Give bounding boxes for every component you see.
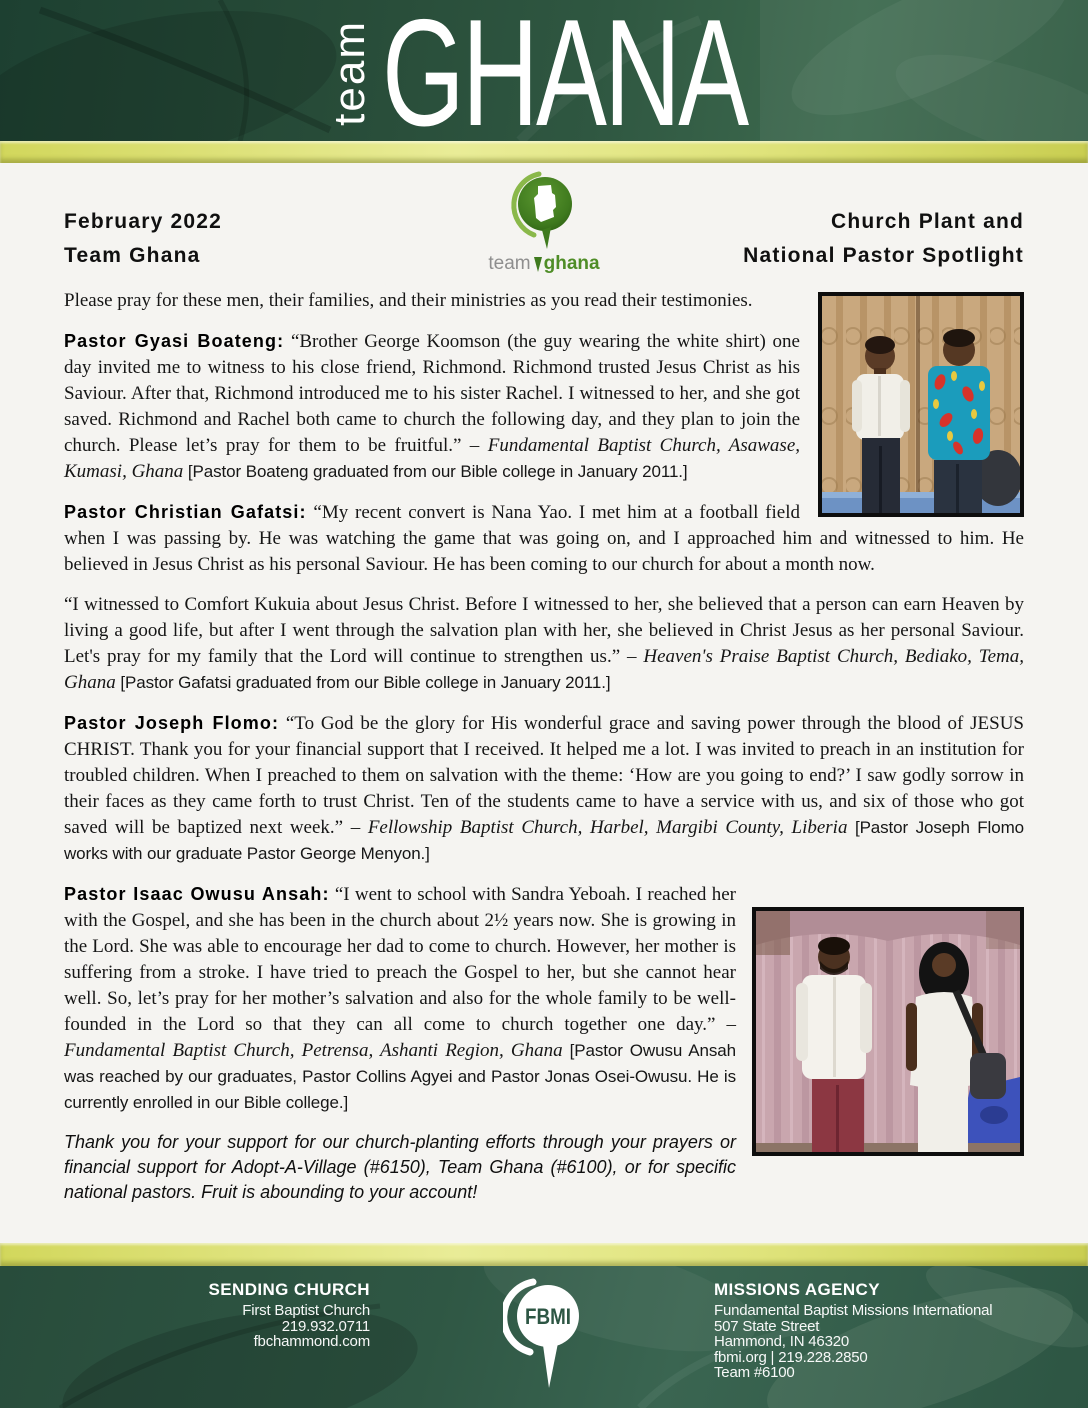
spotlight-title-block — [743, 205, 1024, 273]
testimony-flomo — [64, 710, 1024, 867]
pastor-name: Pastor Christian Gafatsi: — [64, 502, 307, 522]
team-name: Team Ghana — [64, 244, 201, 267]
pastor-name: Pastor Isaac Owusu Ansah: — [64, 884, 330, 904]
fbmi-logo — [503, 1276, 585, 1401]
newsletter-body — [0, 163, 1088, 1243]
team-ghana-wordmark — [479, 254, 609, 273]
intro-paragraph: Please pray for these men, their families, and their ministries as you read their testimonies. — [64, 290, 753, 311]
church-name: Fundamental Baptist Church, Asawase, Kumasi, Ghana — [64, 435, 801, 482]
spotlight-line1: Church Plant and — [830, 210, 1024, 233]
pastors-photo-owusu-ansah — [752, 907, 1024, 1156]
top-yellow-stripe — [0, 141, 1088, 163]
fbmi-logo-icon — [503, 1276, 585, 1396]
issue-date-block — [64, 205, 222, 273]
sending-church-website: fbchammond.com — [253, 1333, 370, 1350]
fbmi-logo-text: FBMI — [525, 1304, 571, 1329]
testimony-text: “Brother George Koomson (the guy wearing the white shirt) one day invited me to witness to his close friend, Richmond. Richmond trusted Jesus Christ as his Saviour. After that, Richmond introduced me to his sister Rachel. I witnessed to her, and she got saved. Richmond and Rachel both came to church the following day, and they plan to join the church. Please let’s pray for them to be fruitful.” – — [64, 331, 800, 456]
testimony-text: “My recent convert is Nana Yao. I met him at a football field when I was passing by. He was watching the game that was going on, and I approached him and witnessed to him. He believed in Jesus Christ as his personal Saviour. He has been coming to our church for about a month now. — [64, 502, 1024, 575]
issue-date: February 2022 — [64, 210, 223, 233]
testimony-text: “I witnessed to Comfort Kukuia about Jesus Christ. Before I witnessed to her, she believed that a person can earn Heaven by living a good life, but after I went through the salvation plan with her, she believed in Christ Jesus as her personal Saviour. Let's pray for my family that the Lord will continue to strengthen us.” – — [64, 594, 1024, 667]
header-banner — [0, 0, 1088, 141]
missions-agency-team-number: Team #6100 — [714, 1364, 795, 1381]
church-name: Fundamental Baptist Church, Petrensa, Ashanti Region, Ghana — [64, 1040, 563, 1061]
support-appeal: Thank you for your support for our church-planting efforts through your prayers or financial support for Adopt-A-Village (#6150), Team Ghana (#6100), or for specific national pastors. Fruit is abounding to your account! — [64, 1132, 736, 1202]
editor-note: [Pastor Joseph Flomo works with our graduate Pastor George Menyon.] — [64, 818, 1025, 863]
sending-church-phone: 219.932.0711 — [281, 1317, 370, 1335]
header-title: GHANA — [382, 0, 747, 141]
photo-couple-illustration — [756, 911, 1020, 1152]
footer — [0, 1266, 1088, 1408]
missions-agency-contact: fbmi.org | 219.228.2850 — [714, 1348, 868, 1366]
sending-church-block — [0, 1280, 370, 1350]
testimony-isaac — [64, 881, 1024, 1116]
masthead — [64, 163, 1024, 288]
missions-agency-name: Fundamental Baptist Missions International — [714, 1302, 993, 1319]
team-ghana-logo-icon — [505, 171, 583, 251]
sending-church-name: First Baptist Church — [242, 1302, 370, 1319]
bottom-yellow-stripe — [0, 1243, 1088, 1266]
header-vertical-team — [325, 12, 374, 134]
header-vertical-team-text: team — [325, 20, 374, 126]
wordmark-ghana: ghana — [543, 253, 600, 274]
team-ghana-logo — [479, 171, 609, 273]
editor-note: [Pastor Boateng graduated from our Bible college in January 2011.] — [183, 462, 688, 481]
photo-two-men-illustration — [822, 296, 1020, 513]
missions-agency-city: Hammond, IN 46320 — [714, 1333, 850, 1350]
sending-church-title: SENDING CHURCH — [208, 1280, 370, 1299]
spotlight-line2: National Pastor Spotlight — [743, 244, 1024, 267]
wordmark-team: team — [488, 253, 531, 274]
missions-agency-block — [714, 1280, 992, 1381]
church-name: Heaven's Praise Baptist Church, Bediako, Tema, Ghana — [64, 646, 1024, 693]
testimony-text: “To God be the glory for His wonderful grace and saving power through the blood of JESUS CHRIST. Thank you for your financial support that I received. It helped me a lot. I was invited to preach in an institution for troubled children. When I preached to them on salvation with the theme: ‘How are you going to end?’ I saw godly sorrow in their faces as they came forth to trust Christ. Ten of the students came to have a service with us, and six of those who got saved will be baptized next week.” – — [64, 713, 1024, 838]
editor-note: [Pastor Owusu Ansah was reached by our graduates, Pastor Collins Agyei and Pastor Jonas Osei-Owusu. He is currently enrolled in our Bible college.] — [64, 1041, 736, 1112]
pastor-name: Pastor Gyasi Boateng: — [64, 331, 285, 351]
editor-note: [Pastor Gafatsi graduated from our Bible college in January 2011.] — [115, 673, 611, 692]
section-gyasi — [64, 288, 1024, 485]
pastor-name: Pastor Joseph Flomo: — [64, 713, 280, 733]
pastors-photo-boateng — [818, 292, 1024, 517]
testimony-gafatsi-2 — [64, 592, 1024, 696]
missions-agency-street: 507 State Street — [714, 1317, 820, 1335]
testimony-text: “I went to school with Sandra Yeboah. I reached her with the Gospel, and she has been in the church about 2½ years now. She is growing in the Lord. She was able to encourage her dad to come to church. However, her mother is suffering from a stroke. I have tried to preach the Gospel to her, but she cannot hear well. So, let’s pray for her mother’s salvation and also for the whole family to be well-founded in the Lord so that they can all come to church together one day.” – — [64, 884, 736, 1035]
wordmark-leaf-separator-icon — [534, 257, 542, 272]
church-name: Fellowship Baptist Church, Harbel, Margibi County, Liberia — [367, 817, 848, 838]
missions-agency-title: MISSIONS AGENCY — [714, 1280, 880, 1299]
